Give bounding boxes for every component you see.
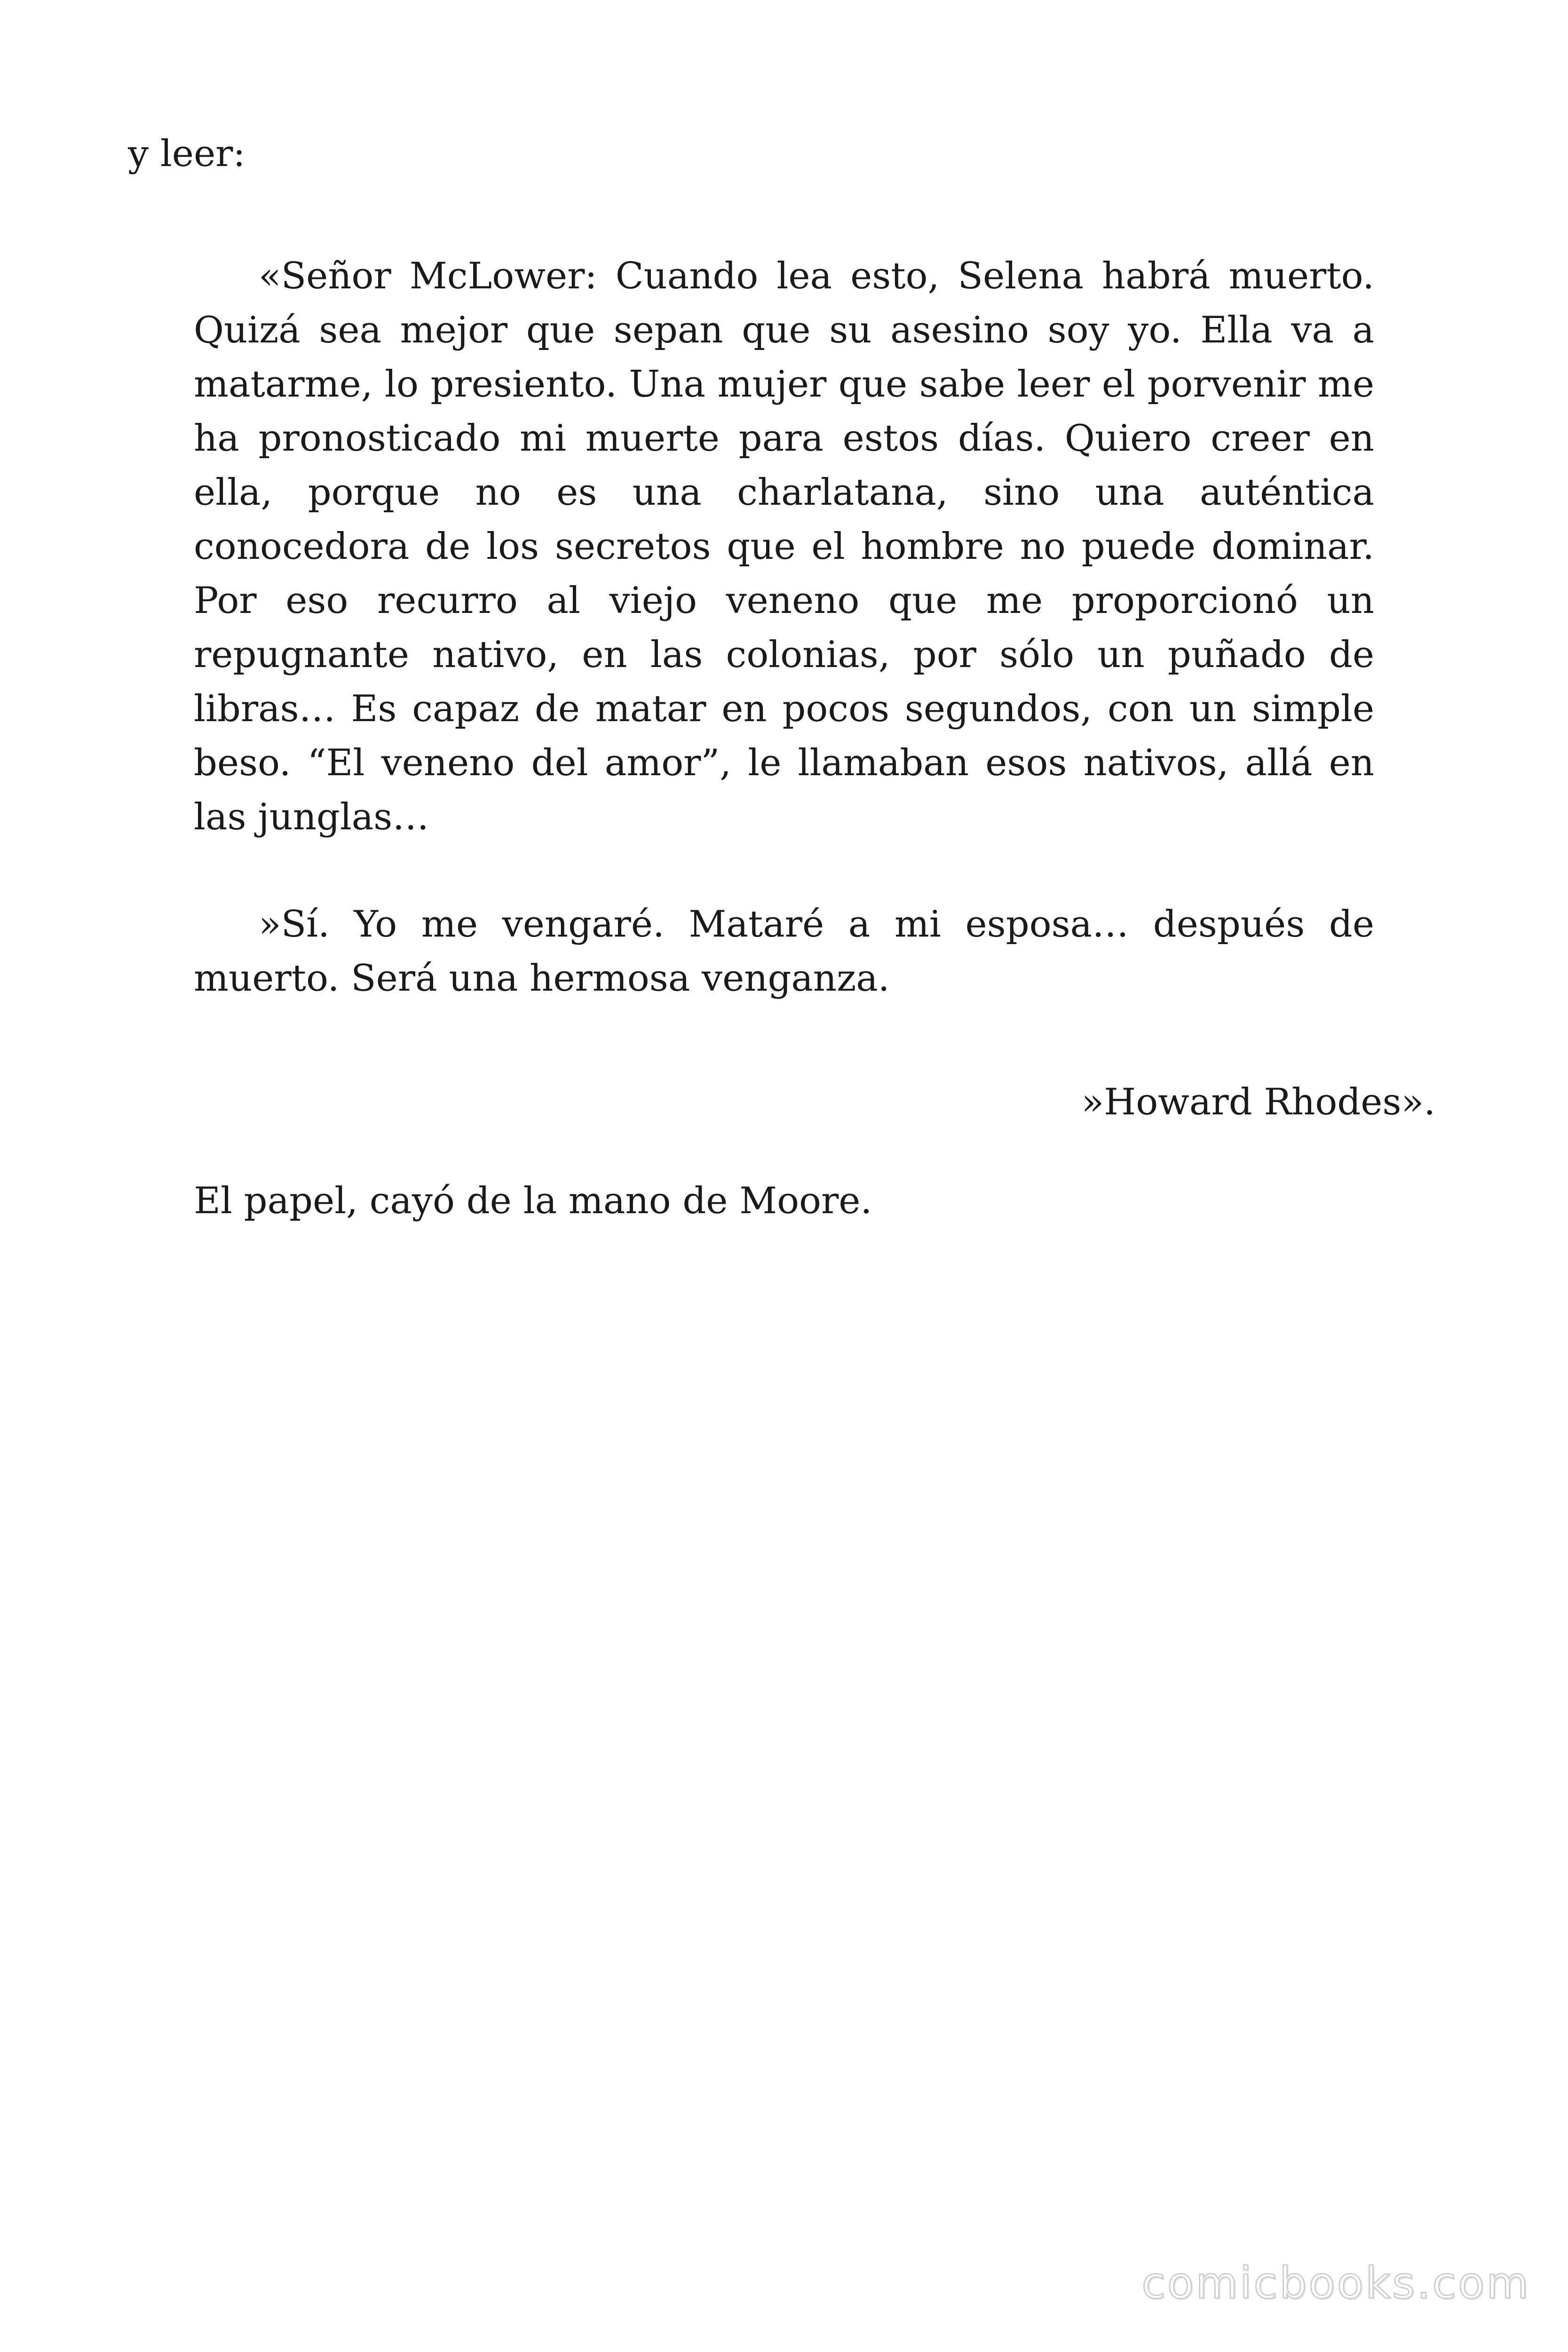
closing-line: El papel, cayó de la mano de Moore. (194, 1180, 872, 1222)
letter-paragraph-1: «Señor McLower: Cuando lea esto, Selena habrá muerto. Quizá sea mejor que sepan que su asesino soy yo. Ella va a matarme, lo presiento. Una mujer que sabe leer el porvenir me ha pronosticado mi muerte para estos días. Quiero creer en ella, porque no es una charlatana, sino una auténtica conocedora de los secretos que el hombre no puede dominar. Por eso recurro al viejo veneno que me proporcionó un repugnante nativo, en las colonias, por sólo un puñado de libras… Es capaz de matar en pocos segundos, con un simple beso. “El veneno del amor”, le llamaban esos nativos, allá en las junglas… (194, 255, 1374, 838)
intro-line: y leer: (128, 133, 245, 175)
watermark: comicbooks.com (1141, 2258, 1530, 2308)
letter-paragraph-2: »Sí. Yo me vengaré. Mataré a mi esposa… después de muerto. Será una hermosa venganza. (194, 903, 1374, 1000)
letter-signature: »Howard Rhodes». (1081, 1081, 1435, 1123)
